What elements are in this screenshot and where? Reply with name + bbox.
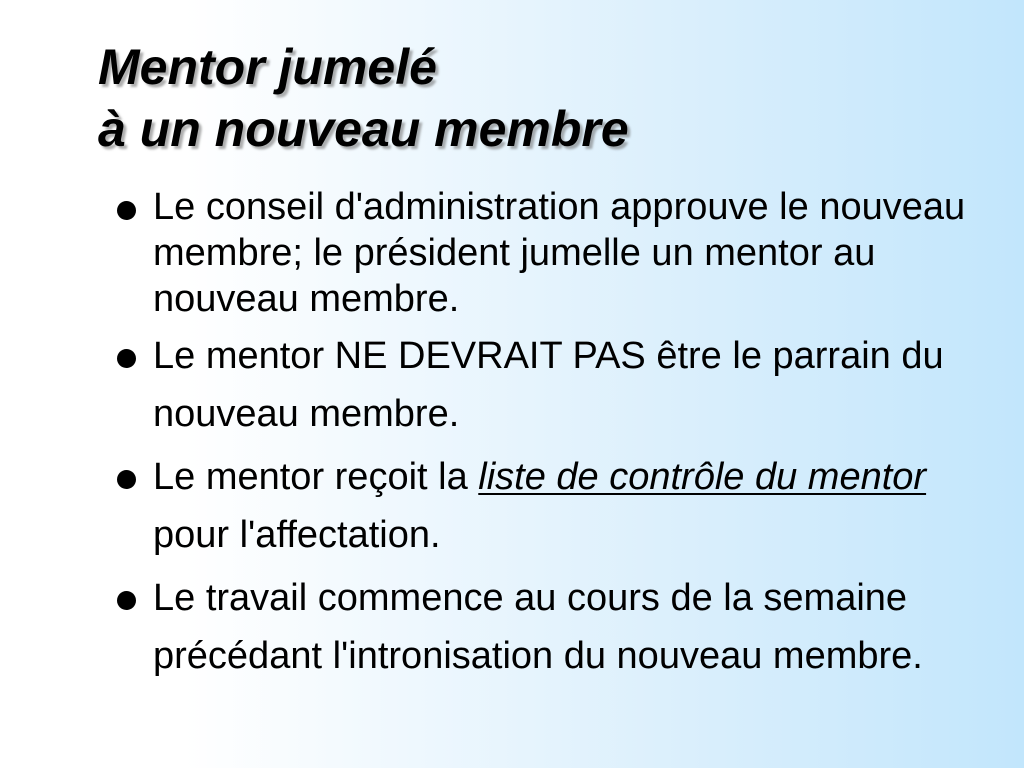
bullet-text-4: Le travail commence au cours de la semaine précédant l'intronisation du nouveau membre. [153, 577, 923, 677]
bullet-item-3 [117, 448, 977, 564]
bullet-text-1: Le conseil d'administration approuve le nouveau membre; le président jumelle un mentor au nouveau membre. [153, 186, 966, 320]
mentor-checklist-link[interactable]: liste de contrôle du mentor [478, 456, 927, 498]
bullet-item-4 [117, 569, 977, 685]
title-line-1: Mentor jumelé [98, 39, 437, 95]
bullet-dot-icon [117, 201, 136, 220]
bullet-text-3-before: Le mentor reçoit la [153, 456, 479, 498]
bullet-item-1 [117, 184, 977, 322]
slide-title [98, 36, 629, 160]
title-line-2: à un nouveau membre [98, 101, 629, 157]
bullet-list [117, 184, 977, 685]
bullet-item-2 [117, 327, 977, 443]
bullet-dot-icon [117, 470, 136, 489]
bullet-dot-icon [117, 349, 136, 368]
bullet-dot-icon [117, 591, 136, 610]
bullet-text-3-after: pour l'affectation. [153, 514, 441, 556]
bullet-text-2: Le mentor NE DEVRAIT PAS être le parrain du nouveau membre. [153, 335, 944, 435]
